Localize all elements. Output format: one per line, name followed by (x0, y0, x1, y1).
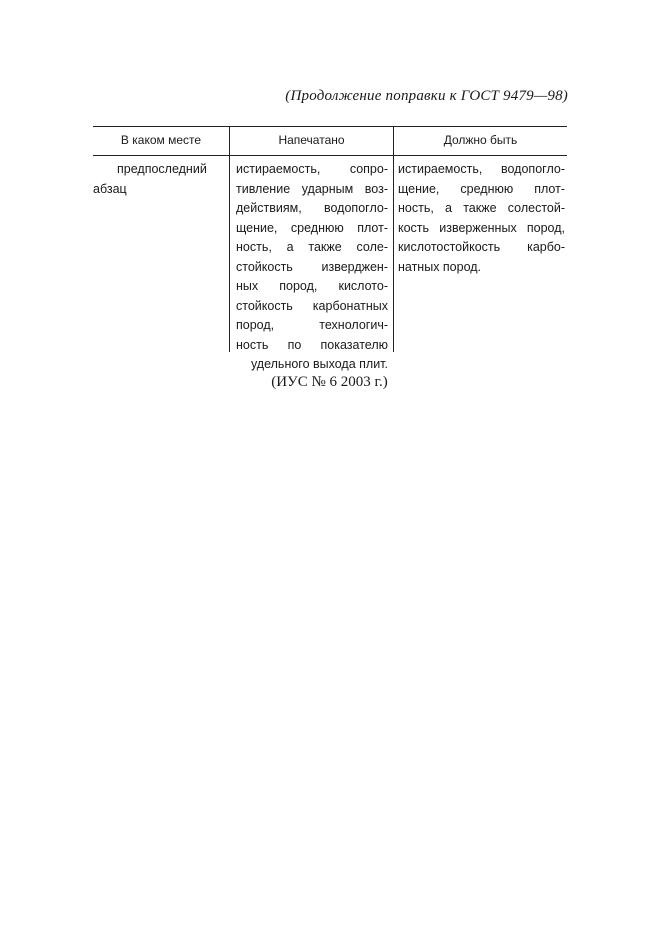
text-line: щение, среднюю плот- (236, 220, 388, 235)
text-line: ность, а также соле- (236, 240, 388, 254)
page-header: (Продолжение поправки к ГОСТ 9479—98) (285, 88, 568, 104)
column-divider (393, 126, 394, 352)
text-line: действиям, водопогло- (236, 201, 388, 215)
correction-table (93, 126, 567, 371)
text-line: стойкость карбонатных (236, 298, 388, 313)
text-line: удельного выхода плит. (250, 357, 388, 371)
table-header-rule (93, 155, 567, 156)
text-line: пород, технологич- (236, 318, 388, 332)
cell-location (93, 160, 225, 199)
text-line: абзац (93, 181, 127, 196)
cell-printed (236, 160, 388, 375)
text-line: предпоследний (117, 162, 207, 176)
text-line: ных пород, кислото- (236, 279, 388, 293)
column-divider (229, 126, 230, 352)
footer-note (0, 374, 661, 391)
text-line: стойкость изверджен- (236, 259, 388, 274)
text-line: кислотостойкость карбо- (398, 240, 565, 254)
column-header-location: В каком месте (120, 133, 202, 147)
cell-correct (398, 160, 565, 277)
text-line: истираемость, водопогло- (398, 162, 565, 176)
text-line: истираемость, сопро- (236, 162, 388, 176)
footer-note-text: (ИУС № 6 2003 г.) (271, 374, 388, 390)
column-header-correct: Должно быть (443, 133, 518, 147)
text-line: ность, а также солестой- (398, 201, 565, 215)
text-line: ность по показателю (236, 337, 388, 352)
text-line: щение, среднюю плот- (398, 181, 565, 196)
text-line: натных пород. (398, 259, 482, 274)
text-line: кость изверженных пород, (398, 220, 565, 235)
text-line: тивление ударным воз- (236, 181, 388, 196)
column-header-printed: Напечатано (278, 133, 345, 147)
